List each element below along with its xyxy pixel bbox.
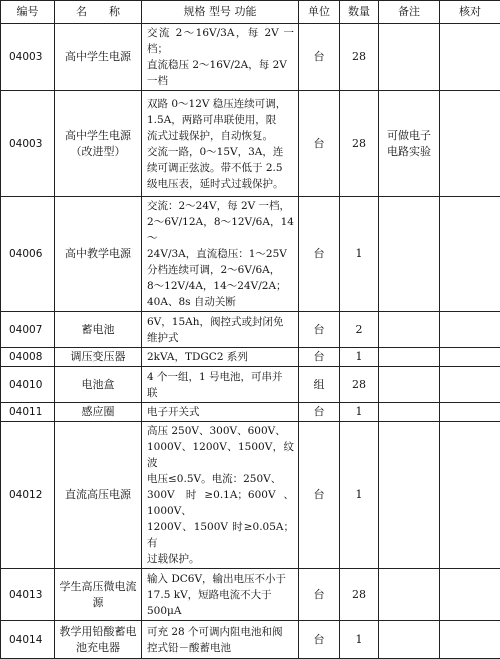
cell-code: 04013 <box>1 569 55 621</box>
cell-spec <box>142 312 299 348</box>
cell-code: 04003 <box>1 91 55 197</box>
cell-remark <box>379 348 440 367</box>
name-line: 电池盒 <box>58 377 138 393</box>
cell-remark <box>379 621 440 659</box>
cell-unit: 台 <box>299 91 340 197</box>
table-row <box>1 621 500 659</box>
header-spec: 规格 型号 功能 <box>142 1 299 24</box>
spec-line: 电压≤0.5V。电流：250V、 <box>147 471 294 487</box>
spec-line: 流式过载保护，自动恢复。 <box>147 128 294 144</box>
cell-name <box>55 367 142 403</box>
cell-name <box>55 569 142 621</box>
remark-line: 可做电子 <box>379 128 439 144</box>
cell-check <box>440 312 500 348</box>
cell-unit: 台 <box>299 197 340 312</box>
table-body <box>1 24 500 659</box>
spec-line: 24V/3A，直流稳压：1～25V <box>147 246 294 262</box>
cell-spec <box>142 569 299 621</box>
cell-code: 04011 <box>1 403 55 422</box>
spec-line: 过载保护。 <box>147 551 294 567</box>
spec-line: 联 <box>147 385 294 401</box>
cell-remark <box>379 367 440 403</box>
cell-unit: 组 <box>299 367 340 403</box>
cell-spec <box>142 24 299 91</box>
header-check: 核对 <box>440 1 500 24</box>
spec-line: 续可调正弦波。带不低于 2.5 <box>147 160 294 176</box>
cell-check <box>440 348 500 367</box>
cell-code: 04008 <box>1 348 55 367</box>
cell-check <box>440 197 500 312</box>
cell-spec <box>142 348 299 367</box>
name-line: 高中学生电源 <box>58 49 138 65</box>
name-line: 高中学生电源 <box>58 128 138 144</box>
table-row <box>1 91 500 197</box>
spec-line: 控式铅－酸蓄电池 <box>147 640 294 656</box>
cell-remark <box>379 91 440 197</box>
cell-spec <box>142 621 299 659</box>
cell-code: 04010 <box>1 367 55 403</box>
header-name: 名 称 <box>55 1 142 24</box>
cell-code: 04006 <box>1 197 55 312</box>
cell-unit: 台 <box>299 422 340 569</box>
name-line: （改进型） <box>58 144 138 160</box>
table-row <box>1 197 500 312</box>
spec-line: 6V，15Ah，阀控式或封闭免 <box>147 314 294 330</box>
header-row <box>1 1 500 24</box>
cell-unit: 台 <box>299 348 340 367</box>
cell-unit: 台 <box>299 312 340 348</box>
cell-remark <box>379 312 440 348</box>
table-row <box>1 367 500 403</box>
header-code: 编号 <box>1 1 55 24</box>
name-line: 直流高压电源 <box>58 487 138 503</box>
spec-line: 17.5 kV，短路电流不大于 <box>147 587 294 603</box>
table-row <box>1 403 500 422</box>
spec-line: 40A、8s 自动关断 <box>147 294 294 310</box>
cell-qty: 1 <box>340 621 379 659</box>
spec-line: 一档 <box>147 73 294 89</box>
table-row <box>1 569 500 621</box>
cell-name <box>55 91 142 197</box>
spec-line: 8～12V/4A，14～24V/2A； <box>147 278 294 294</box>
cell-unit: 台 <box>299 569 340 621</box>
remark-line: 电路实验 <box>379 144 439 160</box>
name-line: 源 <box>58 595 138 611</box>
cell-unit: 台 <box>299 403 340 422</box>
cell-spec <box>142 197 299 312</box>
spec-line: 2kVA，TDGC2 系列 <box>147 349 294 365</box>
cell-check <box>440 403 500 422</box>
table-row <box>1 312 500 348</box>
spec-line: 输入 DC6V，输出电压不小于 <box>147 571 294 587</box>
name-line: 蓄电池 <box>58 322 138 338</box>
spec-line: 可充 28 个可调内阻电池和阀 <box>147 624 294 640</box>
cell-qty: 28 <box>340 24 379 91</box>
header-remark: 备注 <box>379 1 440 24</box>
cell-code: 04003 <box>1 24 55 91</box>
table-row <box>1 422 500 569</box>
spec-line: 电子开关式 <box>147 404 294 420</box>
name-line: 高中教学电源 <box>58 246 138 262</box>
cell-qty: 1 <box>340 348 379 367</box>
spec-line: 1.5A，两路可串联使用，限 <box>147 112 294 128</box>
header-qty: 数量 <box>340 1 379 24</box>
cell-check <box>440 367 500 403</box>
cell-qty: 1 <box>340 422 379 569</box>
spec-line: 直流稳压 2～16V/2A，每 2V <box>147 57 294 73</box>
cell-name <box>55 348 142 367</box>
cell-check <box>440 621 500 659</box>
cell-code: 04012 <box>1 422 55 569</box>
cell-unit: 台 <box>299 24 340 91</box>
name-line: 调压变压器 <box>58 349 138 365</box>
spec-line: 2～6V/12A，8～12V/6A，14～ <box>147 214 294 246</box>
spec-line: 1000V、1200V、1500V，纹波 <box>147 439 294 471</box>
cell-unit: 台 <box>299 621 340 659</box>
cell-qty: 1 <box>340 403 379 422</box>
name-line: 教学用铅酸蓄电 <box>58 624 138 640</box>
cell-qty: 28 <box>340 569 379 621</box>
cell-check <box>440 569 500 621</box>
name-line: 学生高压微电流 <box>58 579 138 595</box>
cell-remark <box>379 403 440 422</box>
cell-name <box>55 403 142 422</box>
spec-line: 300V 时≥0.1A；600V、1000V、 <box>147 487 294 519</box>
name-line: 池充电器 <box>58 640 138 656</box>
cell-name <box>55 422 142 569</box>
table-row <box>1 348 500 367</box>
spec-line: 分档连续可调，2～6V/6A， <box>147 262 294 278</box>
spec-line: 交流：2～24V，每 2V 一档， <box>147 198 294 214</box>
cell-spec <box>142 91 299 197</box>
spec-line: 高压 250V、300V、600V、 <box>147 423 294 439</box>
cell-spec <box>142 403 299 422</box>
cell-check <box>440 24 500 91</box>
cell-remark <box>379 197 440 312</box>
spec-line: 1200V、1500V 时≥0.05A；有 <box>147 519 294 551</box>
spec-line: 交流一路，0～15V，3A，连 <box>147 144 294 160</box>
spec-line: 交流 2～16V/3A，每 2V 一档； <box>147 25 294 57</box>
cell-qty: 1 <box>340 197 379 312</box>
name-line: 感应圈 <box>58 404 138 420</box>
cell-spec <box>142 422 299 569</box>
cell-spec <box>142 367 299 403</box>
cell-qty: 2 <box>340 312 379 348</box>
cell-name <box>55 197 142 312</box>
spec-line: 500μA <box>147 603 294 619</box>
cell-code: 04014 <box>1 621 55 659</box>
cell-remark <box>379 569 440 621</box>
spec-line: 4 个一组，1 号电池，可串并 <box>147 369 294 385</box>
cell-code: 04007 <box>1 312 55 348</box>
cell-name <box>55 621 142 659</box>
spec-line: 维护式 <box>147 330 294 346</box>
cell-remark <box>379 24 440 91</box>
table-row <box>1 24 500 91</box>
spec-line: 级电压表，延时式过载保护。 <box>147 176 294 192</box>
cell-check <box>440 422 500 569</box>
cell-name <box>55 24 142 91</box>
cell-qty: 28 <box>340 91 379 197</box>
cell-qty: 28 <box>340 367 379 403</box>
spec-line: 双路 0～12V 稳压连续可调， <box>147 96 294 112</box>
cell-remark <box>379 422 440 569</box>
header-unit: 单位 <box>299 1 340 24</box>
cell-check <box>440 91 500 197</box>
cell-name <box>55 312 142 348</box>
